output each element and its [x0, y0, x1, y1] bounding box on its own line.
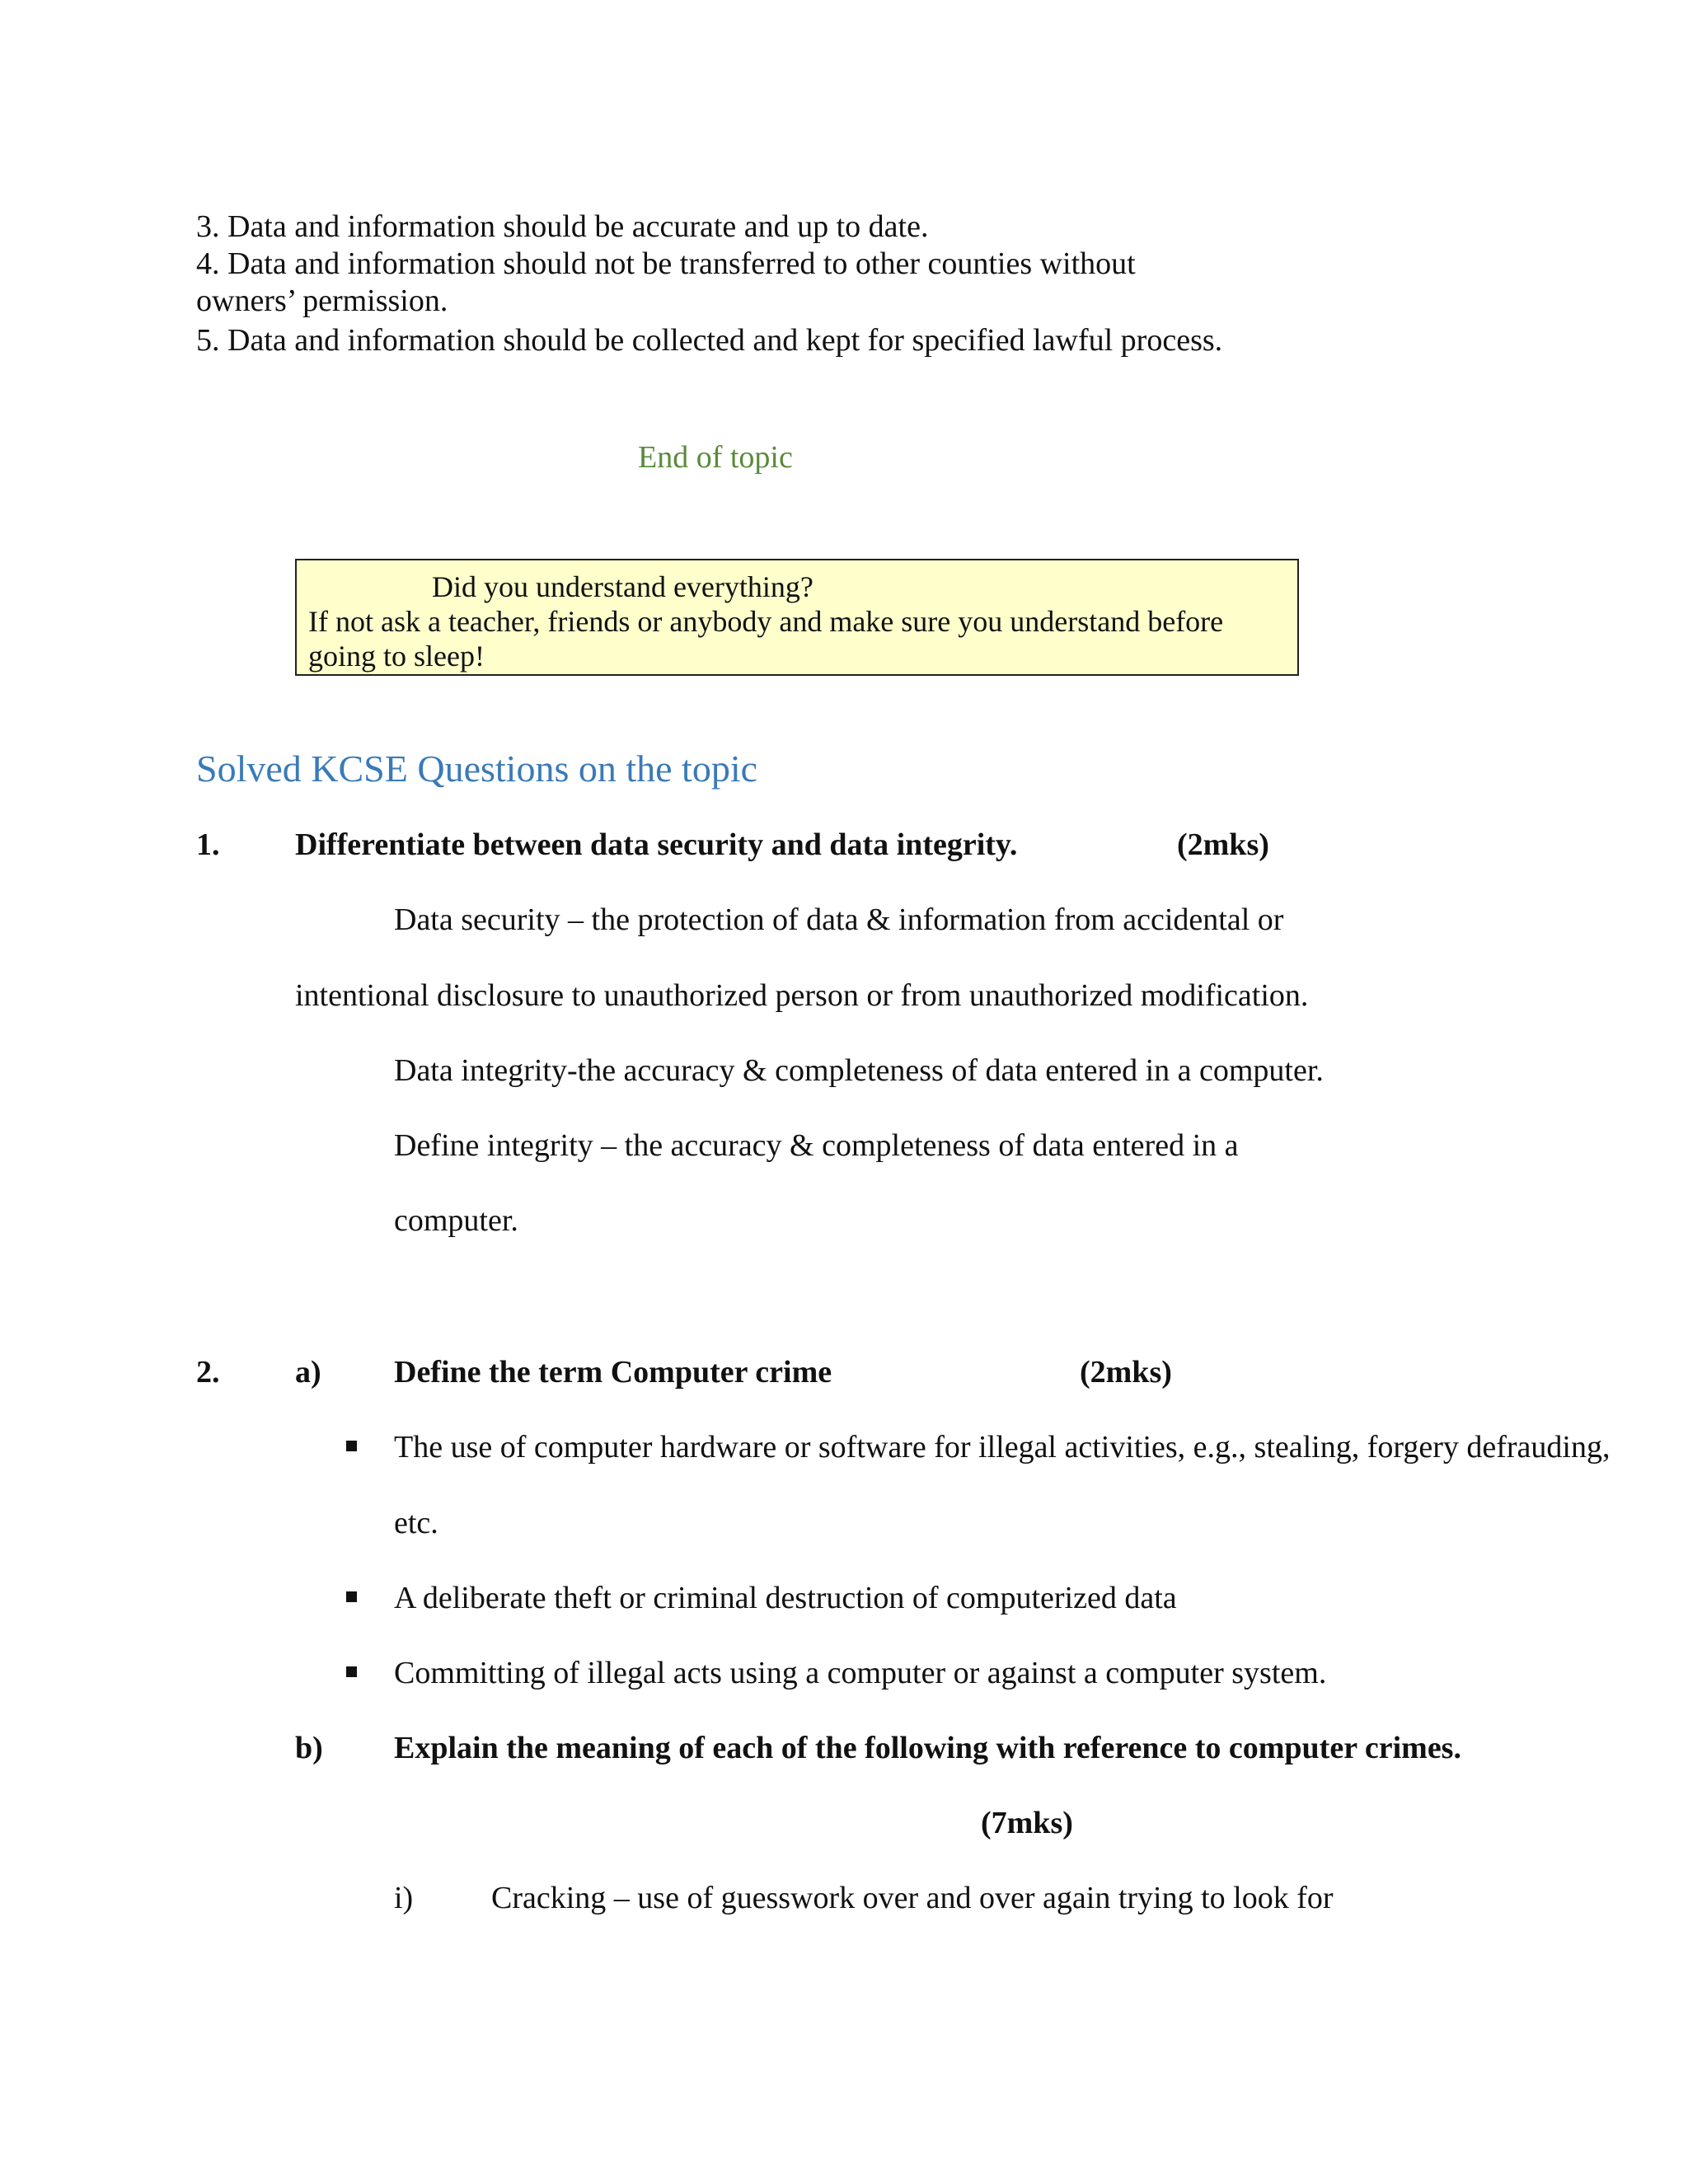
notice-line-1: Did you understand everything?	[432, 570, 814, 603]
section-heading: Solved KCSE Questions on the topic	[196, 748, 758, 790]
q2b-marks: (7mks)	[981, 1806, 1073, 1840]
q1-question: Differentiate between data security and data integrity.	[295, 827, 1018, 862]
bullet-square-icon	[346, 1441, 357, 1451]
end-of-topic-label: End of topic	[638, 440, 793, 475]
q2b-item-label: i)	[394, 1881, 414, 1915]
list-item-3: 3. Data and information should be accurate and up to date.	[196, 209, 929, 244]
notice-box	[295, 559, 1299, 676]
list-item-4: 4. Data and information should not be transferred to other counties without	[196, 246, 1136, 281]
q2a-label: a)	[295, 1355, 321, 1390]
q2a-question: Define the term Computer crime	[394, 1355, 832, 1390]
bullet-square-icon	[346, 1666, 357, 1677]
q2b-question: Explain the meaning of each of the following with reference to computer crimes.	[394, 1731, 1461, 1765]
list-item-4-continued: owners’ permission.	[196, 284, 448, 318]
q1-answer-line: Data security – the protection of data & information from accidental or	[394, 902, 1284, 937]
q2a-bullet-text-continued: etc.	[394, 1506, 438, 1540]
q1-answer-line: Data integrity-the accuracy & completeness of data entered in a computer.	[394, 1053, 1324, 1088]
q2-number: 2.	[196, 1355, 220, 1390]
q2b-label: b)	[295, 1731, 323, 1765]
q1-marks: (2mks)	[1177, 827, 1269, 862]
q2a-bullet-text: The use of computer hardware or software for illegal activities, e.g., stealing, forgery defrauding,	[394, 1430, 1611, 1465]
notice-line-2: If not ask a teacher, friends or anybody and make sure you understand before	[308, 605, 1224, 638]
q2a-bullet-text: Committing of illegal acts using a computer or against a computer system.	[394, 1656, 1327, 1690]
notice-line-3: going to sleep!	[308, 640, 485, 673]
bullet-square-icon	[346, 1591, 357, 1602]
list-item-5: 5. Data and information should be collected and kept for specified lawful process.	[196, 323, 1223, 358]
q1-answer-line: intentional disclosure to unauthorized person or from unauthorized modification.	[295, 978, 1309, 1013]
q1-answer-line: Define integrity – the accuracy & completeness of data entered in a	[394, 1128, 1239, 1163]
q1-answer-line: computer.	[394, 1203, 518, 1238]
q2b-item-text: Cracking – use of guesswork over and over again trying to look for	[491, 1881, 1334, 1915]
q2a-bullet-text: A deliberate theft or criminal destruction of computerized data	[394, 1581, 1177, 1615]
q2a-marks: (2mks)	[1080, 1355, 1172, 1390]
q1-number: 1.	[196, 827, 220, 862]
